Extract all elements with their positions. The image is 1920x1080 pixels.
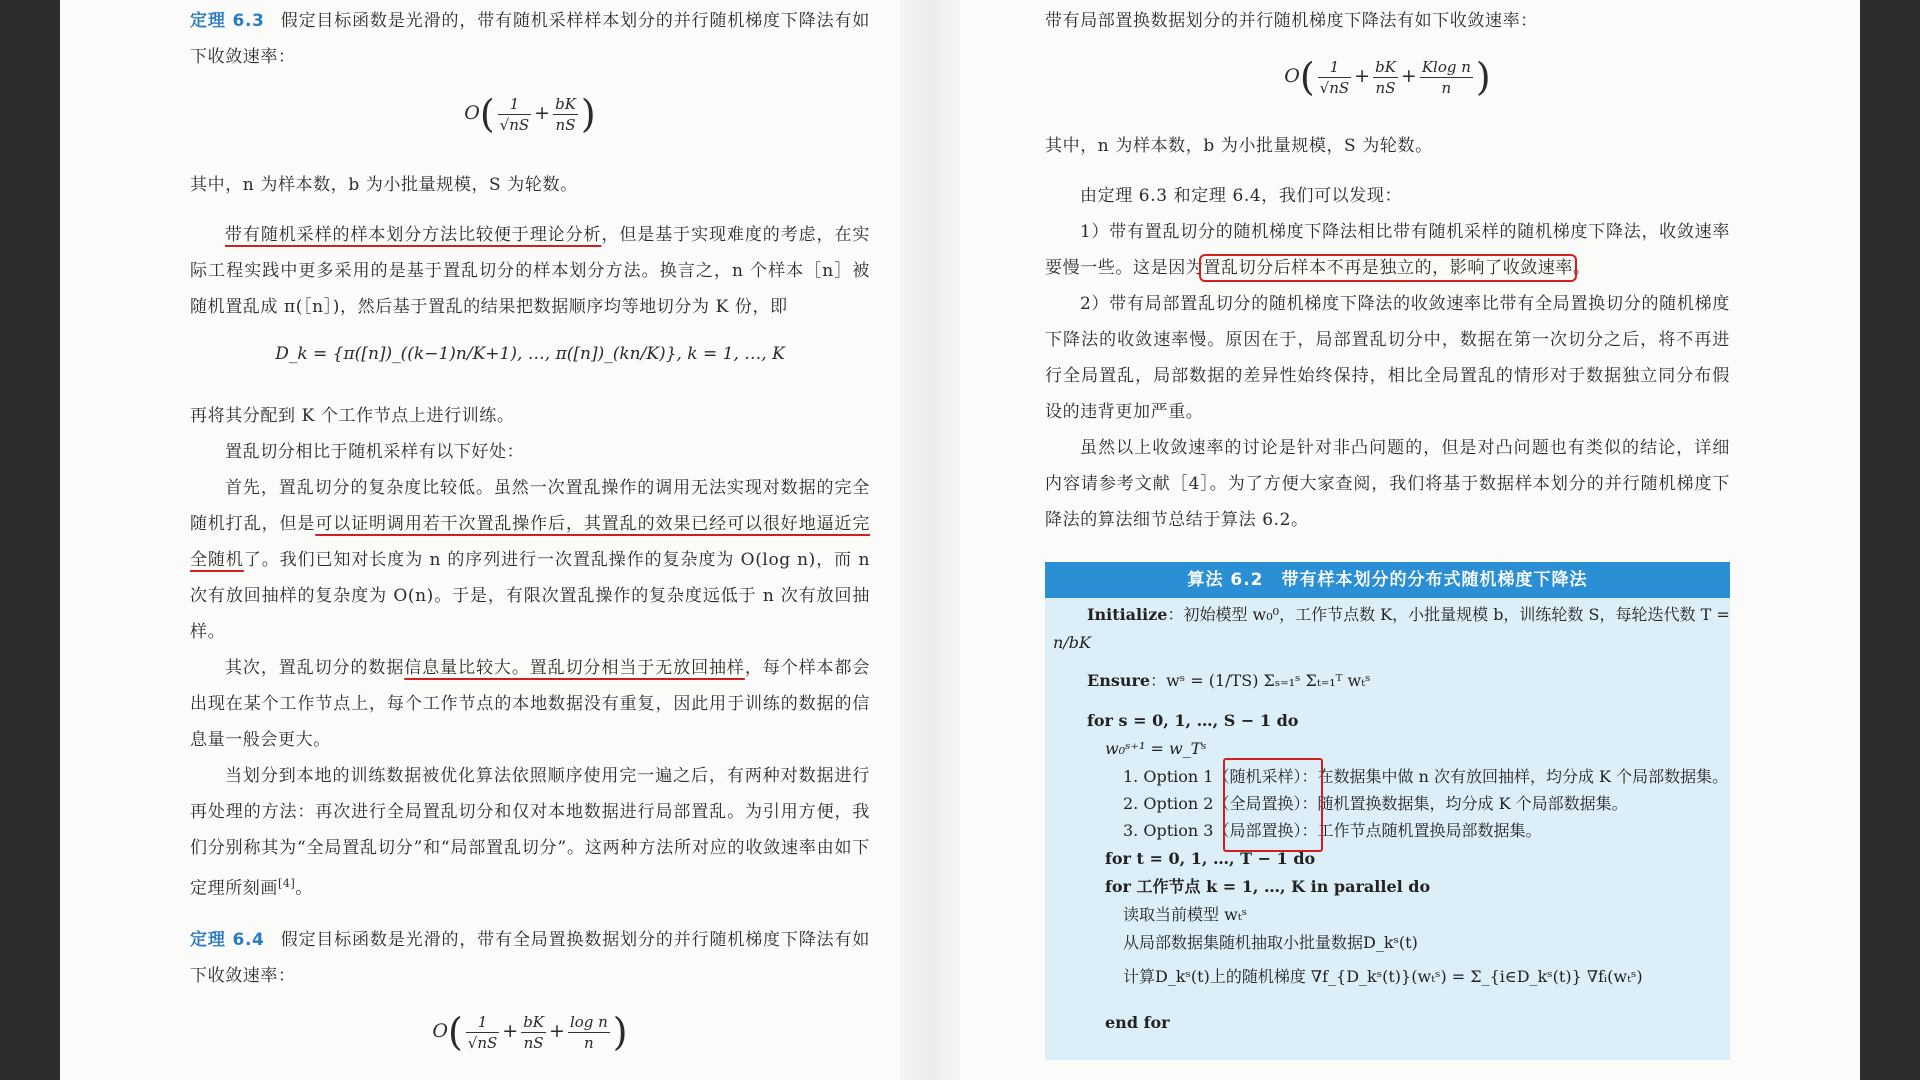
formula-rate-3: O( $\frac{1}{√nS}$ + $\frac{bK}{nS}$ + $\frac{\text{log n}}{n}$ ): [432, 1010, 628, 1054]
paragraph-second: 其次，置乱切分的数据信息量比较大。置乱切分相当于无放回抽样，每个样本都会出现在某个工作节点上，每个工作节点的本地数据没有重复，因此用于训练的数据的信息量一般会更大。: [190, 658, 871, 750]
alg-for-k: for 工作节点 k = 1, …, K in parallel do: [1105, 877, 1431, 896]
theorem-6-3: [190, 3, 870, 75]
underlined-text: 可以证明调用若干次置乱操作后，其置乱的效果已经可以很好地逼近完全随机: [190, 514, 870, 570]
red-highlight-box: [1223, 758, 1323, 852]
theorem-text: 假定目标函数是光滑的，带有随机采样样本划分的并行随机梯度下降法有如下收敛速率：: [190, 11, 870, 67]
alg-sample-batch: 从局部数据集随机抽取小批量数据D_kˢ(t): [1123, 933, 1418, 952]
alg-end-for: end for: [1105, 1013, 1170, 1032]
where-note-1: 其中，n 为样本数，b 为小批量规模，S 为轮数。: [190, 175, 578, 195]
alg-for-s: for s = 0, 1, …, S − 1 do: [1087, 711, 1299, 730]
paragraph-first: 首先，置乱切分的复杂度比较低。虽然一次置乱操作的调用无法实现对数据的完全随机打乱，但是可以证明调用若干次置乱操作后，其置乱的效果已经可以很好地逼近完全随机了。我们已知对长度为 n 的序列进行一次置乱操作的复杂度为 O(log n)，而 n 次有放回抽样的复杂度为 O(n)。于是，有限次置乱操作的复杂度远低于 n 次有放回抽样。: [190, 478, 870, 642]
theorem-6-4: [190, 922, 870, 994]
finding-2: 2）带有局部置乱切分的随机梯度下降法的收敛速率比带有全局置换切分的随机梯度下降法的收敛速率慢。原因在于，局部置乱切分中，数据在第一次切分之后，将不再进行全局置乱，局部数据的差异性始终保持，相比全局置乱的情形对于数据独立同分布假设的违背更加严重。: [1045, 294, 1730, 422]
alg-initialize-cont: n/bK: [1053, 633, 1091, 652]
algorithm-title: 算法 6.2 带有样本划分的分布式随机梯度下降法: [1045, 562, 1730, 598]
left-page: [190, 0, 870, 1080]
alg-gradient: 计算D_kˢ(t)上的随机梯度 ∇f_{D_kˢ(t)}(wₜˢ) = Σ_{i∈D_kˢ(t)} ∇fᵢ(wₜˢ): [1123, 967, 1643, 986]
paragraph-shuffle-intro: 带有随机采样的样本划分方法比较便于理论分析，但是基于实现难度的考虑，在实际工程实践中更多采用的是基于置乱切分的样本划分方法。换言之，n 个样本［n］被随机置乱成 π(［n］)，然后基于置乱的结果把数据顺序均等地切分为 K 份，即: [190, 225, 870, 317]
paragraph-assign: 再将其分配到 K 个工作节点上进行训练。: [190, 406, 515, 426]
formula-rate-1: O( $\frac{1}{√nS}$ + $\frac{bK}{nS}$ ): [464, 92, 596, 136]
paragraph-findings: 由定理 6.3 和定理 6.4，我们可以发现：: [1080, 186, 1403, 206]
underlined-text: 带有随机采样的样本划分方法比较便于理论分析: [225, 225, 602, 245]
alg-read-model: 读取当前模型 wₜˢ: [1123, 905, 1248, 924]
algorithm-body: [1045, 598, 1730, 1060]
formula-rate-4: O( $\frac{1}{√nS}$ + $\frac{bK}{nS}$ + $\frac{\text{Klog n}}{n}$ ): [1284, 55, 1491, 99]
theorem-label: 定理 6.4: [190, 930, 265, 950]
underlined-text: 信息量比较大。置乱切分相当于无放回抽样: [404, 658, 745, 678]
finding-1: 1）带有置乱切分的随机梯度下降法相比带有随机采样的随机梯度下降法，收敛速率要慢一些。这是因为置乱切分后样本不再是独立的，影响了收敛速率。: [1045, 222, 1730, 278]
alg-initialize: Initialize：初始模型 w₀⁰，工作节点数 K，小批量规模 b，训练轮数 S，每轮迭代数 T =: [1087, 605, 1730, 624]
alg-assign: w₀ˢ⁺¹ = w_Tˢ: [1105, 739, 1207, 758]
alg-for-t: for t = 0, 1, …, T − 1 do: [1105, 849, 1316, 868]
book-gutter: [900, 0, 960, 1080]
right-page: [1045, 0, 1730, 1080]
paragraph-benefits: 置乱切分相比于随机采样有以下好处：: [225, 442, 525, 462]
viewer-right-margin: [1860, 0, 1920, 1080]
viewer-left-margin: [0, 0, 60, 1080]
alg-option-1: 1. Option 1（随机采样）：在数据集中做 n 次有放回抽样，均分成 K 个局部数据集。: [1123, 767, 1729, 786]
theorem-text: 假定目标函数是光滑的，带有全局置换数据划分的并行随机梯度下降法有如下收敛速率：: [190, 930, 870, 986]
alg-option-2: 2. Option 2（全局置换）：随机置换数据集，均分成 K 个局部数据集。: [1123, 794, 1628, 813]
paragraph-convex: 虽然以上收敛速率的讨论是针对非凸问题的，但是对凸问题也有类似的结论，详细内容请参考文献［4］。为了方便大家查阅，我们将基于数据样本划分的并行随机梯度下降法的算法细节总结于算法 6.2。: [1045, 438, 1730, 530]
alg-ensure: Ensure：wˢ = (1/TS) Σₛ₌₁ˢ Σₜ₌₁ᵀ wₜˢ: [1087, 671, 1371, 690]
alg-option-3: 3. Option 3（局部置换）：工作节点随机置换局部数据集。: [1123, 821, 1542, 840]
theorem-label: 定理 6.3: [190, 11, 265, 31]
boxed-text: 置乱切分后样本不再是独立的，影响了收敛速率: [1203, 258, 1574, 278]
where-note-2: 其中，n 为样本数，b 为小批量规模，S 为轮数。: [1045, 136, 1433, 156]
intro-local-shuffle: 带有局部置换数据划分的并行随机梯度下降法有如下收敛速率：: [1045, 11, 1538, 31]
formula-dk: D_k = {π([n])_((k−1)n/K+1), …, π([n])_(kn/K)}, k = 1, …, K: [275, 344, 785, 364]
paragraph-reprocess: 当划分到本地的训练数据被优化算法依照顺序使用完一遍之后，有两种对数据进行再处理的方法：再次进行全局置乱切分和仅对本地数据进行局部置乱。为引用方便，我们分别称其为“全局置乱切分”和“局部置乱切分”。这两种方法所对应的收敛速率由如下定理所刻画[4]。: [190, 766, 870, 899]
